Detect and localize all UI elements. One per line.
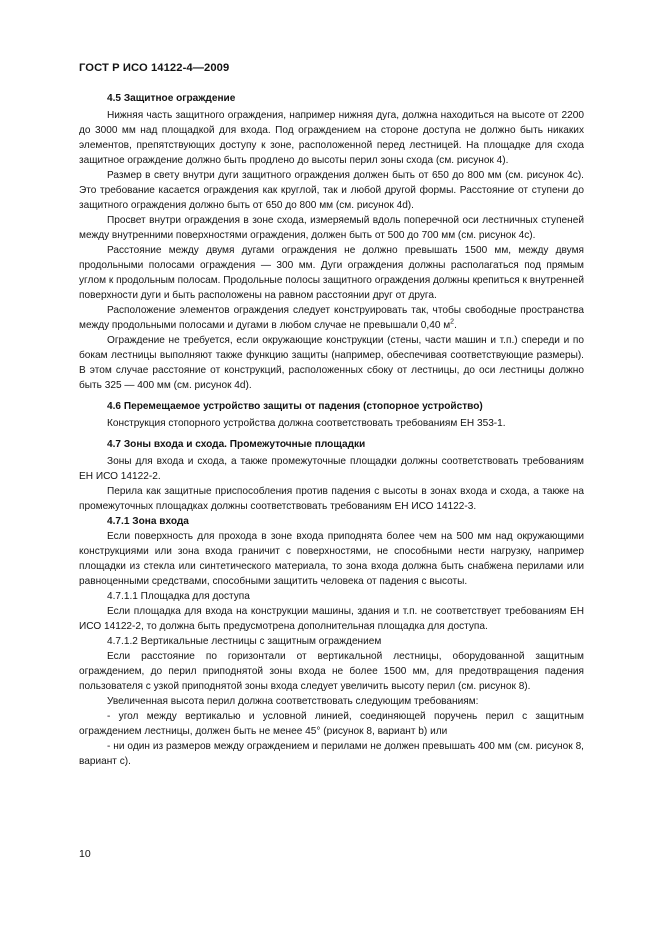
paragraph: Если площадка для входа на конструкции машины, здания и т.п. не соответствует требованиям ЕН ИСО 14122-2, то должна быть предусмотрена дополнительная площадка для доступа. bbox=[79, 606, 584, 632]
list-item: - ни один из размеров между ограждением и перилами не должен превышать 400 мм (см. рисунок 8, вариант c). bbox=[79, 741, 584, 767]
paragraph: Увеличенная высота перил должна соответствовать следующим требованиям: bbox=[107, 696, 479, 707]
paragraph: Нижняя часть защитного ограждения, например нижняя дуга, должна находиться на высоте от 2200 до 3000 мм над площадкой для входа. Под ограждением на стороне доступа не должно быть никаких элементов, препятствующих доступу к зоне, расположенной перед лестницей. На площадке для схода защитное ограждение должно быть продлено до высоты перил зоны схода (см. рисунок 4). bbox=[79, 110, 584, 166]
paragraph: Просвет внутри ограждения в зоне схода, измеряемый вдоль поперечной оси лестничных ступеней между внутренними поверхностями ограждения, должен быть от 500 до 700 мм (см. рисунок 4c). bbox=[79, 215, 584, 241]
paragraph: Если расстояние по горизонтали от вертикальной лестницы, оборудованной защитным ограждением, до перил приподнятой зоны входа не более 1500 мм, для предотвращения падения пользователя с узкой приподнятой зоны входа следует увеличить высоту перил (см. рисунок 8). bbox=[79, 651, 584, 692]
section-4-6-title: 4.6 Перемещаемое устройство защиты от падения (стопорное устройство) bbox=[107, 401, 483, 412]
paragraph: Ограждение не требуется, если окружающие конструкции (стены, части машин и т.п.) спереди и по бокам лестницы выполняют также функцию защиты (например, обеспечивая соответствующие размеры). В этом случае расстояние от конструкций, расположенных сбоку от лестницы, до оси лестницы должно быть 325 — 400 мм (см. рисунок 4d). bbox=[79, 335, 584, 391]
paragraph: Конструкция стопорного устройства должна соответствовать требованиям ЕН 353-1. bbox=[107, 418, 506, 429]
paragraph: Размер в свету внутри дуги защитного ограждения должен быть от 650 до 800 мм (см. рисунок 4c). Это требование касается ограждения как круглой, так и любой другой формы. Расстояние от ступени до защитного ограждения должно быть от 650 до 800 мм (см. рисунок 4d). bbox=[79, 170, 584, 211]
document-body bbox=[79, 91, 584, 769]
section-4-5-title: 4.5 Защитное ограждение bbox=[107, 93, 236, 104]
superscript: 2 bbox=[450, 318, 455, 326]
paragraph-end: . bbox=[454, 320, 457, 331]
paragraph bbox=[79, 303, 584, 333]
paragraph: Зоны для входа и схода, а также промежуточные площадки должны соответствовать требованиям ЕН ИСО 14122-2. bbox=[79, 456, 584, 482]
section-4-7-title: 4.7 Зоны входа и схода. Промежуточные площадки bbox=[107, 439, 366, 450]
document-header: ГОСТ Р ИСО 14122-4—2009 bbox=[79, 62, 230, 74]
section-4-7-1-title: 4.7.1 Зона входа bbox=[107, 516, 189, 527]
page-number: 10 bbox=[79, 848, 91, 860]
paragraph: Если поверхность для прохода в зоне входа приподнята более чем на 500 мм над окружающими конструкциями или зона входа граничит с поверхностями, не способными нести нагрузку, например площадки из стекла или синтетического материала, то зона входа должна быть снабжена перилами или равноценными средствами, способными защитить человека от падения с высоты. bbox=[79, 531, 584, 587]
list-item: - угол между вертикалью и условной линией, соединяющей поручень перил с защитным ограждением лестницы, должен быть не менее 45° (рисунок 8, вариант b) или bbox=[79, 711, 584, 737]
paragraph: Перила как защитные приспособления против падения с высоты в зонах входа и схода, а также на промежуточных площадках должны соответствовать требованиям ЕН ИСО 14122-3. bbox=[79, 486, 584, 512]
section-4-7-1-1-title: 4.7.1.1 Площадка для доступа bbox=[107, 591, 250, 602]
section-4-7-1-2-title: 4.7.1.2 Вертикальные лестницы с защитным ограждением bbox=[107, 636, 382, 647]
paragraph-text: Расположение элементов ограждения следует конструировать так, чтобы свободные пространства между продольными полосами и дугами в любом случае не превышали 0,40 м bbox=[79, 305, 584, 331]
paragraph: Расстояние между двумя дугами ограждения не должно превышать 1500 мм, между двумя продольными полосами ограждения — 300 мм. Дуги ограждения должны располагаться под прямым углом к продольным полосам. Продольные полосы защитного ограждения должны крепиться к внутренней поверхности дуги и быть расположены на равном расстоянии друг от друга. bbox=[79, 245, 584, 301]
